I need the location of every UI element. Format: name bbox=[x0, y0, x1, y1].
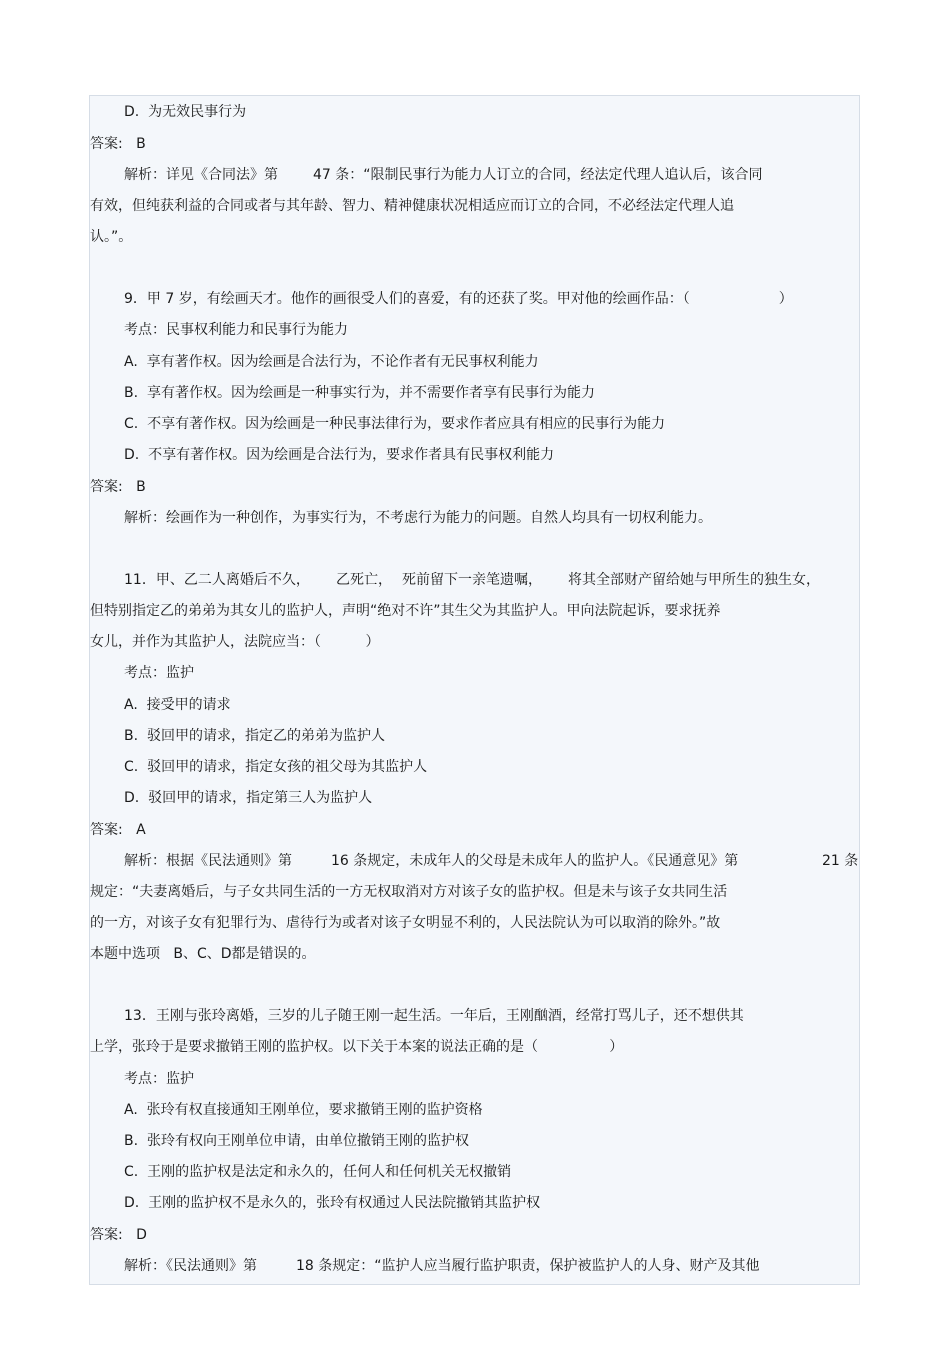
q11-analysis-line2: 规定：“夫妻离婚后，与子女共同生活的一方无权取消对方对该子女的监护权。但是未与该子女共同生活 bbox=[90, 884, 728, 900]
prev-analysis-line3: 认。”。 bbox=[90, 229, 133, 245]
q11-analysis-p2: 16 条规定，未成年人的父母是未成年人的监护人。《民通意见》第 bbox=[331, 853, 739, 869]
q11-stem-p4: 将其全部财产留给她与甲所生的独生女， bbox=[568, 572, 820, 588]
q11-answer: 答案: A bbox=[90, 822, 146, 838]
document-page bbox=[89, 95, 860, 1285]
q11-topic: 考点：监护 bbox=[124, 665, 194, 681]
q11-analysis-p1: 解析：根据《民法通则》第 bbox=[124, 853, 292, 869]
q13-stem-line2: 上学，张玲于是要求撤销王刚的监护权。以下关于本案的说法正确的是（ ） bbox=[90, 1039, 624, 1055]
q9-option-b: B. 享有著作权。因为绘画是一种事实行为，并不需要作者享有民事行为能力 bbox=[124, 385, 595, 401]
q9-topic: 考点：民事权利能力和民事行为能力 bbox=[124, 322, 348, 338]
q11-stem-p2: 乙死亡， bbox=[336, 572, 392, 588]
q11-analysis-p3: 21 条 bbox=[822, 853, 859, 869]
q13-option-a: A. 张玲有权直接通知王刚单位，要求撤销王刚的监护资格 bbox=[124, 1102, 483, 1118]
q13-answer: 答案: D bbox=[90, 1227, 147, 1243]
q11-stem-line3: 女儿，并作为其监护人，法院应当：（ ） bbox=[90, 634, 380, 650]
q9-answer: 答案: B bbox=[90, 479, 146, 495]
q13-option-d: D. 王刚的监护权不是永久的，张玲有权通过人民法院撤销其监护权 bbox=[124, 1195, 541, 1211]
q11-analysis-line3: 的一方，对该子女有犯罪行为、虐待行为或者对该子女明显不利的，人民法院认为可以取消的除外。”故 bbox=[90, 915, 721, 931]
q11-analysis-line4: 本题中选项 B、C、D都是错误的。 bbox=[90, 946, 316, 962]
q13-option-c: C. 王刚的监护权是法定和永久的，任何人和任何机关无权撤销 bbox=[124, 1164, 512, 1180]
q9-stem: 9．甲 7 岁，有绘画天才。他作的画很受人们的喜爱，有的还获了奖。甲对他的绘画作品：（ ） bbox=[124, 291, 793, 307]
q11-stem-line2: 但特别指定乙的弟弟为其女儿的监护人，声明“绝对不许”其生父为其监护人。甲向法院起诉，要求抚养 bbox=[90, 603, 721, 619]
q13-analysis-line1 bbox=[124, 1256, 760, 1285]
q9-option-c: C. 不享有著作权。因为绘画是一种民事法律行为，要求作者应具有相应的民事行为能力 bbox=[124, 416, 666, 432]
q13-analysis-p1: 解析：《民法通则》第 bbox=[124, 1258, 257, 1274]
q13-topic: 考点：监护 bbox=[124, 1071, 194, 1087]
q11-stem-p1: 11．甲、乙二人离婚后不久， bbox=[124, 572, 310, 588]
q13-option-b: B. 张玲有权向王刚单位申请，由单位撤销王刚的监护权 bbox=[124, 1133, 469, 1149]
q11-stem-p3: 死前留下一亲笔遗嘱， bbox=[402, 572, 542, 588]
q11-option-b: B. 驳回甲的请求，指定乙的弟弟为监护人 bbox=[124, 728, 385, 744]
q11-option-a: A. 接受甲的请求 bbox=[124, 697, 231, 713]
prev-option-d: D. 为无效民事行为 bbox=[124, 104, 247, 120]
prev-analysis-part1: 解析：详见《合同法》第 bbox=[124, 167, 278, 183]
q11-option-c: C. 驳回甲的请求，指定女孩的祖父母为其监护人 bbox=[124, 759, 428, 775]
prev-analysis-part2: 47 条：“限制民事行为能力人订立的合同，经法定代理人追认后，该合同 bbox=[313, 167, 763, 183]
q13-stem-line1: 13．王刚与张玲离婚，三岁的儿子随王刚一起生活。一年后，王刚酗酒，经常打骂儿子，还不想供其 bbox=[124, 1008, 744, 1024]
prev-analysis-line2: 有效，但纯获利益的合同或者与其年龄、智力、精神健康状况相适应而订立的合同，不必经法定代理人追 bbox=[90, 198, 734, 214]
q9-option-d: D. 不享有著作权。因为绘画是合法行为，要求作者具有民事权利能力 bbox=[124, 447, 555, 463]
q9-analysis: 解析：绘画作为一种创作，为事实行为，不考虑行为能力的问题。自然人均具有一切权利能力。 bbox=[124, 510, 712, 526]
q9-option-a: A. 享有著作权。因为绘画是合法行为，不论作者有无民事权利能力 bbox=[124, 354, 539, 370]
q11-option-d: D. 驳回甲的请求，指定第三人为监护人 bbox=[124, 790, 373, 806]
q13-analysis-p2: 18 条规定：“监护人应当履行监护职责，保护被监护人的人身、财产及其他 bbox=[296, 1258, 760, 1274]
prev-answer: 答案: B bbox=[90, 136, 146, 152]
